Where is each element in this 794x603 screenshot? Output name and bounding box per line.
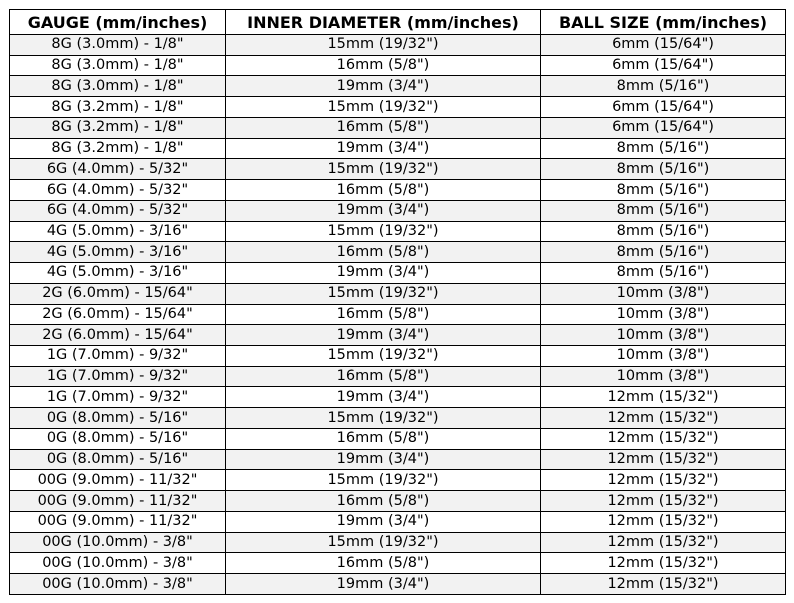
cell-gauge: 00G (9.0mm) - 11/32": [10, 491, 226, 512]
cell-gauge: 00G (10.0mm) - 3/8": [10, 532, 226, 553]
cell-inner-diameter: 16mm (5/8"): [226, 242, 541, 263]
cell-gauge: 8G (3.2mm) - 1/8": [10, 138, 226, 159]
table-row: [10, 387, 786, 408]
table-row: [10, 553, 786, 574]
cell-ball-size: 12mm (15/32"): [541, 491, 786, 512]
cell-gauge: 0G (8.0mm) - 5/16": [10, 449, 226, 470]
cell-inner-diameter: 15mm (19/32"): [226, 97, 541, 118]
cell-ball-size: 12mm (15/32"): [541, 574, 786, 595]
table-row: [10, 491, 786, 512]
cell-inner-diameter: 16mm (5/8"): [226, 553, 541, 574]
cell-gauge: 0G (8.0mm) - 5/16": [10, 428, 226, 449]
cell-inner-diameter: 15mm (19/32"): [226, 159, 541, 180]
table-row: [10, 55, 786, 76]
cell-inner-diameter: 19mm (3/4"): [226, 200, 541, 221]
cell-ball-size: 8mm (5/16"): [541, 221, 786, 242]
cell-inner-diameter: 16mm (5/8"): [226, 304, 541, 325]
cell-ball-size: 6mm (15/64"): [541, 55, 786, 76]
cell-gauge: 2G (6.0mm) - 15/64": [10, 325, 226, 346]
cell-ball-size: 12mm (15/32"): [541, 553, 786, 574]
header-row: [10, 10, 786, 35]
cell-ball-size: 12mm (15/32"): [541, 511, 786, 532]
cell-ball-size: 8mm (5/16"): [541, 138, 786, 159]
table-row: [10, 366, 786, 387]
table-row: [10, 449, 786, 470]
cell-gauge: 6G (4.0mm) - 5/32": [10, 180, 226, 201]
cell-gauge: 4G (5.0mm) - 3/16": [10, 242, 226, 263]
cell-ball-size: 10mm (3/8"): [541, 283, 786, 304]
cell-ball-size: 6mm (15/64"): [541, 97, 786, 118]
cell-gauge: 6G (4.0mm) - 5/32": [10, 200, 226, 221]
header-gauge: GAUGE (mm/inches): [10, 10, 226, 35]
table-row: [10, 470, 786, 491]
cell-gauge: 8G (3.0mm) - 1/8": [10, 35, 226, 56]
cell-ball-size: 10mm (3/8"): [541, 325, 786, 346]
cell-inner-diameter: 16mm (5/8"): [226, 366, 541, 387]
cell-ball-size: 6mm (15/64"): [541, 35, 786, 56]
cell-gauge: 1G (7.0mm) - 9/32": [10, 366, 226, 387]
cell-gauge: 6G (4.0mm) - 5/32": [10, 159, 226, 180]
gauge-size-table: [9, 9, 786, 595]
cell-inner-diameter: 19mm (3/4"): [226, 325, 541, 346]
table-row: [10, 574, 786, 595]
cell-gauge: 8G (3.0mm) - 1/8": [10, 55, 226, 76]
table-row: [10, 35, 786, 56]
cell-gauge: 00G (9.0mm) - 11/32": [10, 511, 226, 532]
table-row: [10, 138, 786, 159]
cell-ball-size: 12mm (15/32"): [541, 387, 786, 408]
table-row: [10, 180, 786, 201]
table-row: [10, 325, 786, 346]
table-row: [10, 511, 786, 532]
cell-gauge: 00G (10.0mm) - 3/8": [10, 553, 226, 574]
cell-inner-diameter: 16mm (5/8"): [226, 180, 541, 201]
cell-inner-diameter: 19mm (3/4"): [226, 574, 541, 595]
table-header: [10, 10, 786, 35]
table-row: [10, 283, 786, 304]
cell-inner-diameter: 15mm (19/32"): [226, 408, 541, 429]
cell-ball-size: 12mm (15/32"): [541, 470, 786, 491]
cell-inner-diameter: 16mm (5/8"): [226, 117, 541, 138]
cell-inner-diameter: 19mm (3/4"): [226, 449, 541, 470]
cell-ball-size: 6mm (15/64"): [541, 117, 786, 138]
table-row: [10, 532, 786, 553]
cell-inner-diameter: 15mm (19/32"): [226, 283, 541, 304]
table-body: [10, 35, 786, 595]
table-row: [10, 221, 786, 242]
cell-inner-diameter: 16mm (5/8"): [226, 428, 541, 449]
table-row: [10, 97, 786, 118]
cell-ball-size: 8mm (5/16"): [541, 180, 786, 201]
cell-gauge: 00G (10.0mm) - 3/8": [10, 574, 226, 595]
cell-ball-size: 12mm (15/32"): [541, 449, 786, 470]
cell-gauge: 00G (9.0mm) - 11/32": [10, 470, 226, 491]
cell-ball-size: 8mm (5/16"): [541, 242, 786, 263]
cell-gauge: 1G (7.0mm) - 9/32": [10, 387, 226, 408]
table-row: [10, 304, 786, 325]
cell-ball-size: 12mm (15/32"): [541, 408, 786, 429]
cell-inner-diameter: 19mm (3/4"): [226, 511, 541, 532]
cell-gauge: 0G (8.0mm) - 5/16": [10, 408, 226, 429]
cell-ball-size: 12mm (15/32"): [541, 428, 786, 449]
cell-inner-diameter: 19mm (3/4"): [226, 263, 541, 284]
cell-inner-diameter: 19mm (3/4"): [226, 138, 541, 159]
cell-inner-diameter: 15mm (19/32"): [226, 35, 541, 56]
cell-ball-size: 8mm (5/16"): [541, 76, 786, 97]
table-row: [10, 263, 786, 284]
cell-inner-diameter: 19mm (3/4"): [226, 76, 541, 97]
header-ball-size: BALL SIZE (mm/inches): [541, 10, 786, 35]
cell-ball-size: 10mm (3/8"): [541, 346, 786, 367]
cell-gauge: 4G (5.0mm) - 3/16": [10, 263, 226, 284]
cell-gauge: 8G (3.2mm) - 1/8": [10, 97, 226, 118]
cell-gauge: 4G (5.0mm) - 3/16": [10, 221, 226, 242]
cell-gauge: 1G (7.0mm) - 9/32": [10, 346, 226, 367]
cell-ball-size: 10mm (3/8"): [541, 304, 786, 325]
cell-ball-size: 8mm (5/16"): [541, 159, 786, 180]
cell-gauge: 8G (3.0mm) - 1/8": [10, 76, 226, 97]
table-row: [10, 200, 786, 221]
header-inner-diameter: INNER DIAMETER (mm/inches): [226, 10, 541, 35]
table-row: [10, 346, 786, 367]
table-row: [10, 408, 786, 429]
cell-gauge: 2G (6.0mm) - 15/64": [10, 283, 226, 304]
cell-gauge: 2G (6.0mm) - 15/64": [10, 304, 226, 325]
cell-inner-diameter: 15mm (19/32"): [226, 346, 541, 367]
cell-inner-diameter: 16mm (5/8"): [226, 491, 541, 512]
table-row: [10, 242, 786, 263]
cell-gauge: 8G (3.2mm) - 1/8": [10, 117, 226, 138]
cell-inner-diameter: 16mm (5/8"): [226, 55, 541, 76]
cell-inner-diameter: 19mm (3/4"): [226, 387, 541, 408]
cell-ball-size: 12mm (15/32"): [541, 532, 786, 553]
table-row: [10, 428, 786, 449]
table-row: [10, 76, 786, 97]
table-row: [10, 159, 786, 180]
cell-ball-size: 8mm (5/16"): [541, 263, 786, 284]
cell-ball-size: 10mm (3/8"): [541, 366, 786, 387]
cell-inner-diameter: 15mm (19/32"): [226, 532, 541, 553]
cell-ball-size: 8mm (5/16"): [541, 200, 786, 221]
table-row: [10, 117, 786, 138]
cell-inner-diameter: 15mm (19/32"): [226, 221, 541, 242]
cell-inner-diameter: 15mm (19/32"): [226, 470, 541, 491]
